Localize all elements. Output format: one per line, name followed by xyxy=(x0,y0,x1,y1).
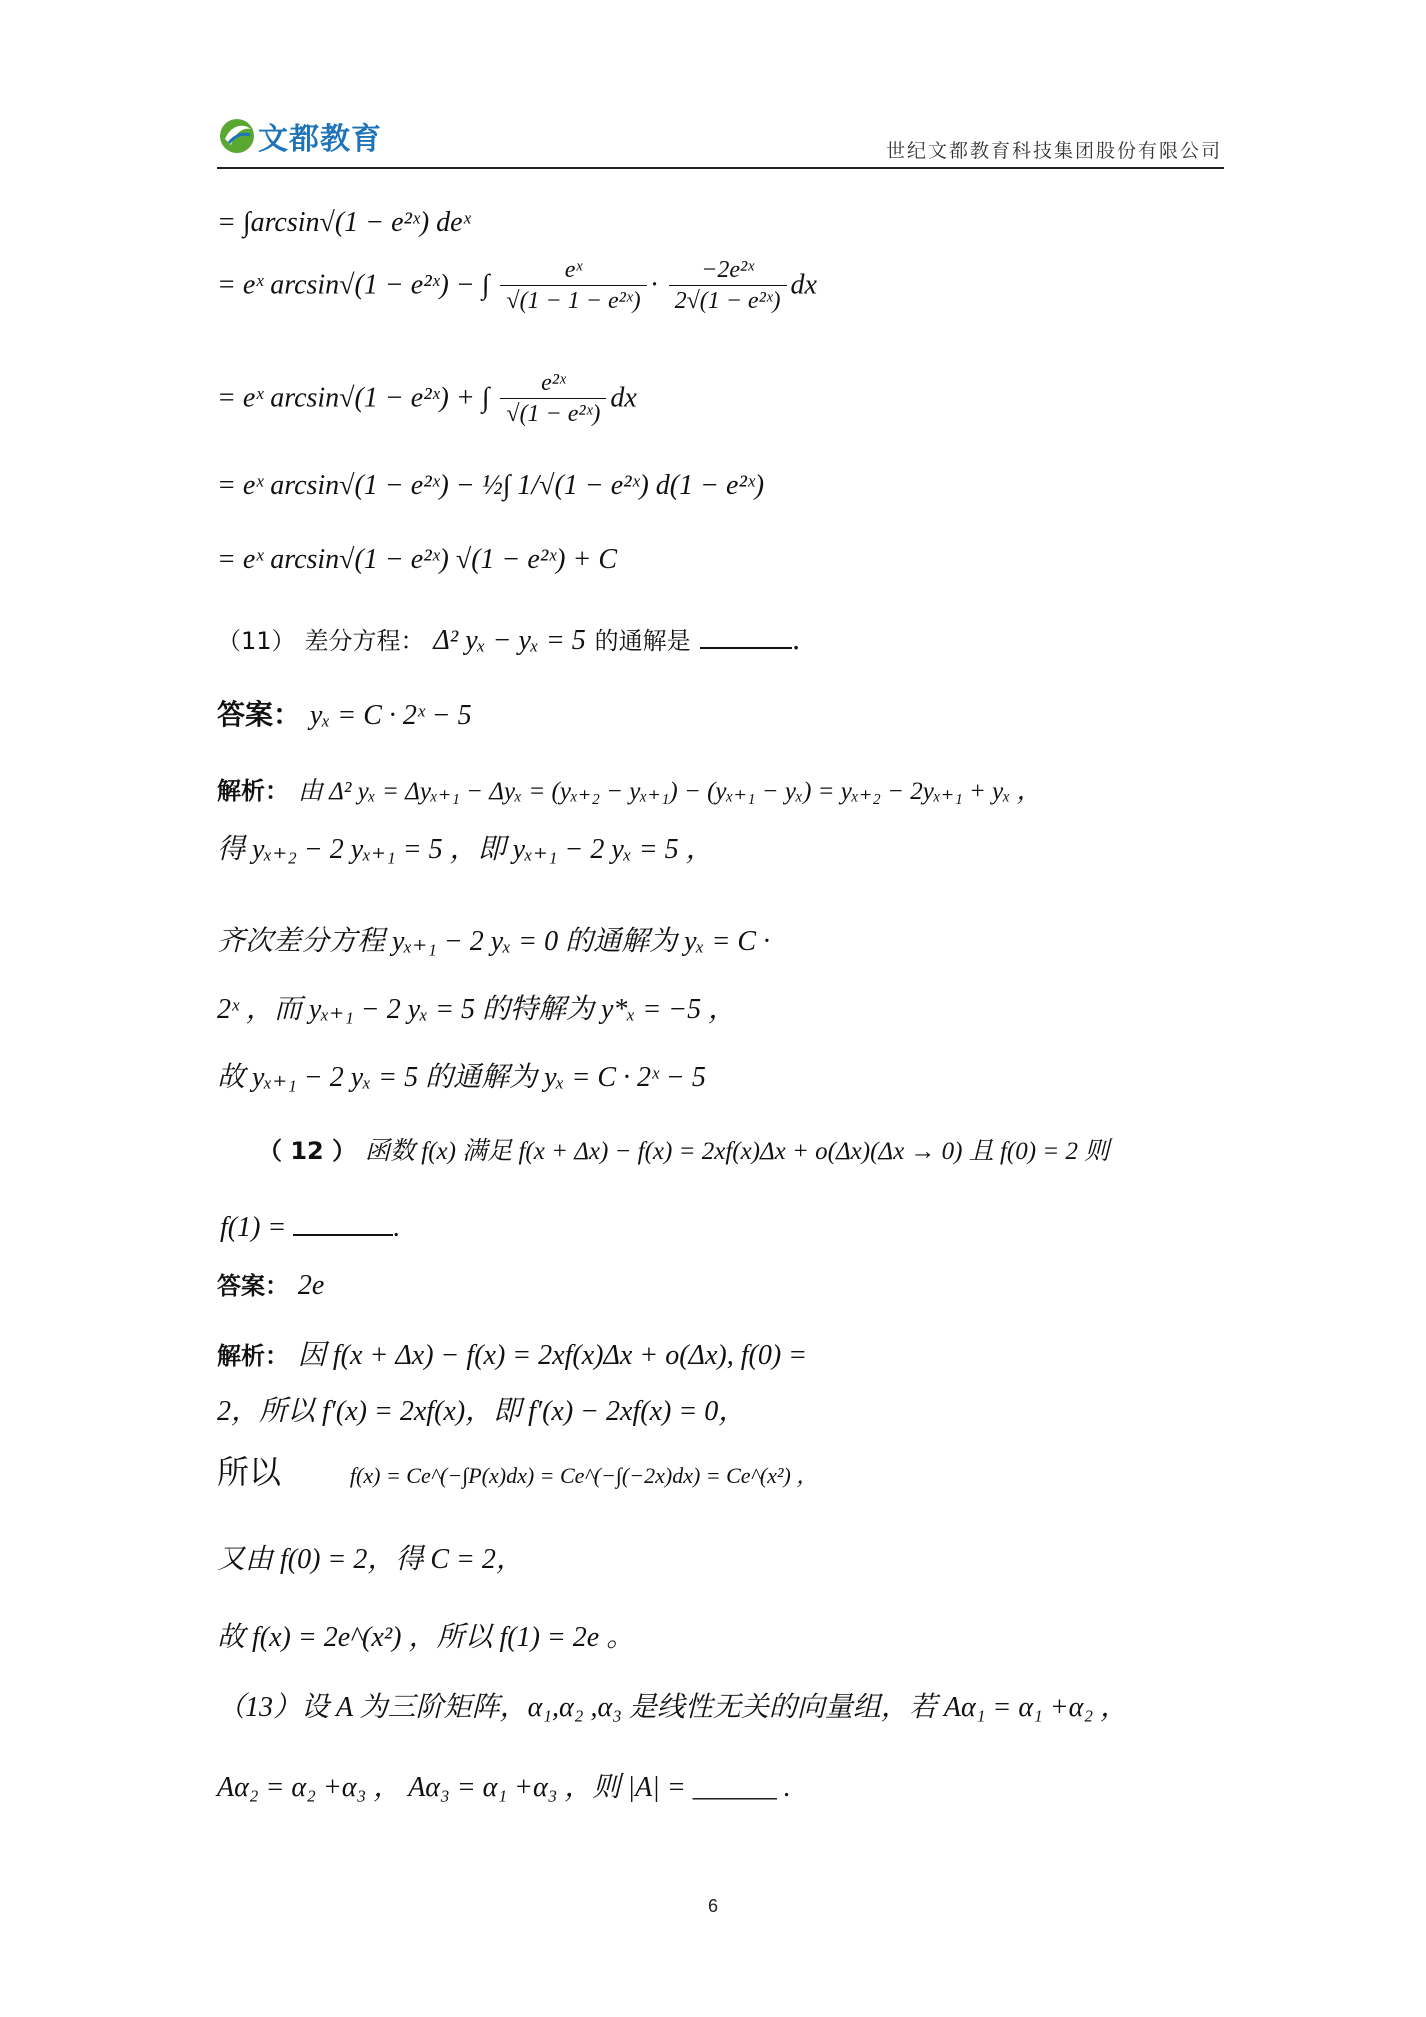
question-11-analysis-line-3: 齐次差分方程 yₓ₊₁ − 2 yₓ = 0 的通解为 yₓ = C · xyxy=(217,926,771,957)
company-name: 世纪文都教育科技集团股份有限公司 xyxy=(885,140,1222,162)
question-11: （11） 差分方程： Δ² yₓ − yₓ = 5 的通解是 . xyxy=(217,623,801,656)
header-divider xyxy=(217,167,1224,169)
fraction-3-denominator: √(1 − e²ˣ) xyxy=(506,401,601,427)
derivation-line-2-lead: = eˣ arcsin√(1 − e²ˣ) − ∫ xyxy=(217,269,490,301)
derivation-line-3-lead: = eˣ arcsin√(1 − e²ˣ) + ∫ xyxy=(217,382,490,414)
derivation-line-4: = eˣ arcsin√(1 − e²ˣ) − ½∫ 1/√(1 − e²ˣ) d(1 − e²ˣ) xyxy=(217,470,765,501)
analysis-text: 由 Δ² yₓ = Δyₓ₊₁ − Δyₓ = (yₓ₊₂ − yₓ₊₁) − (yₓ₊₁ − yₓ) = yₓ₊₂ − 2yₓ₊₁ + yₓ ， xyxy=(297,778,1042,805)
fraction-1-numerator: eˣ xyxy=(500,255,646,286)
analysis-formula: f(x) = Ce^(−∫P(x)dx) = Ce^(−∫(−2x)dx) = Ce^(x²) ， xyxy=(349,1463,819,1488)
question-11-analysis-line-5: 故 yₓ₊₁ − 2 yₓ = 5 的通解为 yₓ = C · 2ˣ − 5 xyxy=(217,1062,706,1093)
question-12-analysis-line-4: 又由 f(0) = 2，得 C = 2， xyxy=(217,1544,524,1575)
answer-value: 2e xyxy=(297,1270,325,1301)
question-12 xyxy=(258,1130,1109,1172)
answer-blank xyxy=(700,621,792,649)
blank-prefix: f(1) = xyxy=(220,1212,287,1243)
fraction-1 xyxy=(500,255,646,316)
question-12-answer xyxy=(217,1265,324,1306)
fraction-3 xyxy=(500,368,606,429)
answer-label: 答案： xyxy=(217,698,302,731)
analysis-label-suoyi: 所以 xyxy=(217,1453,282,1491)
derivation-line-2: = eˣ arcsin√(1 − e²ˣ) − ∫ $\frac{\text{eˣ}}{\text{√(1 − 1 − e²ˣ)}}$ · $\frac{\text{−2e²ˣ}}{\text{2√(1 − e²ˣ)}}$ dx xyxy=(217,257,817,314)
question-11-answer xyxy=(217,695,472,736)
analysis-label: 解析： xyxy=(217,777,289,805)
question-11-text-a: 差分方程： xyxy=(304,627,425,655)
question-12-analysis-line-1 xyxy=(217,1335,807,1376)
fraction-3-numerator: e²ˣ xyxy=(500,368,606,399)
fraction-2-numerator: −2e²ˣ xyxy=(669,255,787,286)
question-11-analysis-line-2: 得 yₓ₊₂ − 2 yₓ₊₁ = 5 ，即 yₓ₊₁ − 2 yₓ = 5 ， xyxy=(217,834,714,865)
question-12-analysis-line-5: 故 f(x) = 2e^(x²) ，所以 f(1) = 2e 。 xyxy=(217,1622,635,1653)
question-11-equation: Δ² yₓ − yₓ = 5 xyxy=(433,625,586,656)
page-number: 6 xyxy=(707,1896,718,1916)
answer-label: 答案： xyxy=(217,1272,289,1300)
fraction-2 xyxy=(669,255,787,316)
analysis-label: 解析： xyxy=(217,1342,289,1370)
derivation-line-5: = eˣ arcsin√(1 − e²ˣ) √(1 − e²ˣ) + C xyxy=(217,544,618,575)
question-12-label: （ 12 ） xyxy=(258,1137,357,1165)
analysis-text: 因 f(x + Δx) − f(x) = 2xf(x)Δx + o(Δx), f(0) = xyxy=(297,1340,808,1371)
derivation-line-2-end: dx xyxy=(790,269,817,301)
question-13-line-1: （13）设 A 为三阶矩阵，α₁,α₂ ,α₃ 是线性无关的向量组，若 Aα₁ = α₁ +α₂ ， xyxy=(217,1692,1129,1723)
derivation-line-1: = ∫arcsin√(1 − e²ˣ) deˣ xyxy=(217,207,471,238)
logo-text: 文都教育 xyxy=(258,122,382,157)
derivation-line-3 xyxy=(217,368,637,438)
derivation-line-3-end: dx xyxy=(610,382,637,414)
fraction-1-denominator: √(1 − 1 − e²ˣ) xyxy=(506,288,641,314)
question-11-analysis-line-4: 2ˣ ，而 yₓ₊₁ − 2 yₓ = 5 的特解为 y*ₓ = −5 ， xyxy=(217,994,737,1025)
question-11-text-b: 的通解是 xyxy=(594,627,691,655)
question-12-analysis-line-2: 2，所以 f′(x) = 2xf(x)，即 f′(x) − 2xf(x) = 0， xyxy=(217,1396,747,1427)
question-11-label: （11） xyxy=(217,627,296,655)
question-12-blank-line: f(1) = . xyxy=(220,1208,400,1248)
question-13-line-2: Aα₂ = α₂ +α₃ ， Aα₃ = α₁ +α₃ ，则 |A| = ______ . xyxy=(217,1772,791,1803)
answer-blank xyxy=(293,1208,393,1236)
fraction-2-denominator: 2√(1 − e²ˣ) xyxy=(674,288,781,314)
question-11-analysis-line-1 xyxy=(217,770,1042,812)
answer-value: yₓ = C · 2ˣ − 5 xyxy=(309,700,472,731)
question-12-text: 函数 f(x) 满足 f(x + Δx) − f(x) = 2xf(x)Δx + o(Δx)(Δx → 0) 且 f(0) = 2 则 xyxy=(365,1138,1110,1165)
question-12-analysis-line-3 xyxy=(217,1452,818,1496)
